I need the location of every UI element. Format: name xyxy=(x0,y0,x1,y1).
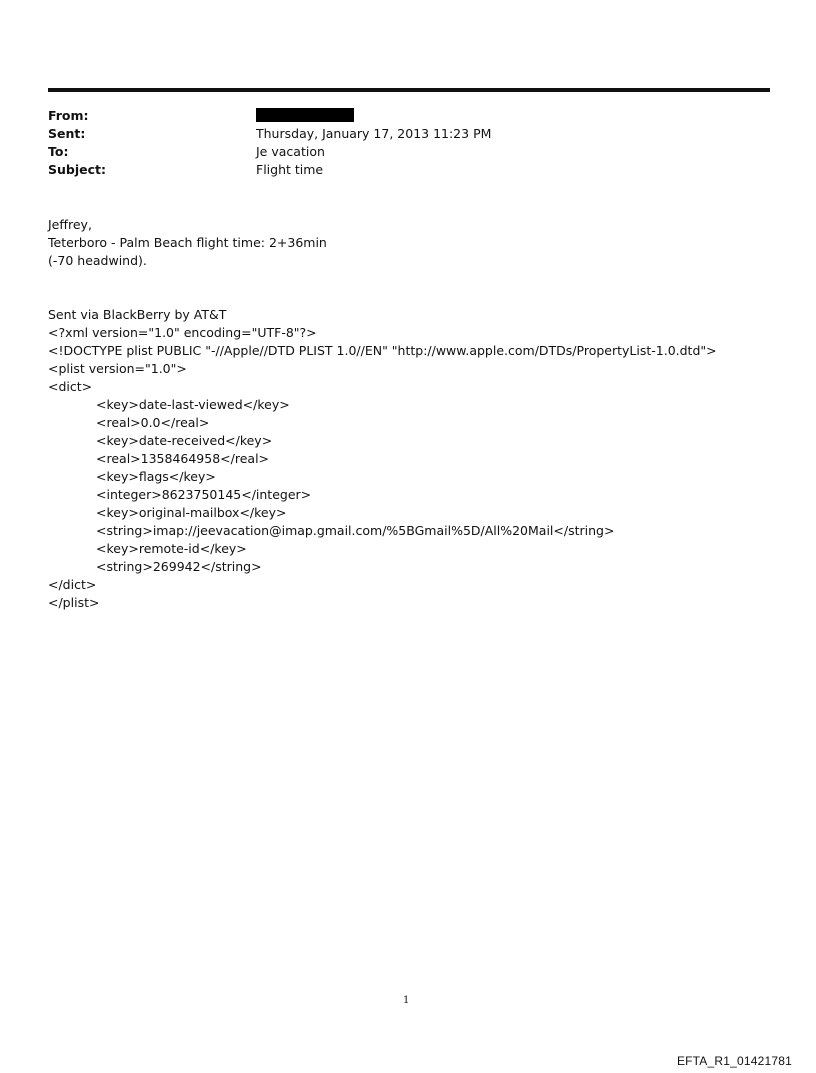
plist-close: </plist> xyxy=(48,595,100,610)
to-value: Je vacation xyxy=(256,144,325,159)
sent-label: Sent: xyxy=(48,126,86,141)
page-number: 1 xyxy=(403,995,410,1006)
xml-declaration: <?xml version="1.0" encoding="UTF-8"?> xyxy=(48,325,317,340)
plist-open: <plist version="1.0"> xyxy=(48,361,187,376)
from-label: From: xyxy=(48,108,89,123)
from-value-redacted xyxy=(256,107,354,125)
bates-number: EFTA_R1_01421781 xyxy=(676,1054,792,1068)
plist-entry: <real>0.0</real> xyxy=(96,415,210,430)
to-label: To: xyxy=(48,144,69,159)
dict-close: </dict> xyxy=(48,577,97,592)
doctype-line: <!DOCTYPE plist PUBLIC "-//Apple//DTD PLIST 1.0//EN" "http://www.apple.com/DTDs/PropertyList-1.0.dtd"> xyxy=(48,343,717,358)
dict-open: <dict> xyxy=(48,379,93,394)
plist-entry: <string>imap://jeevacation@imap.gmail.com/%5BGmail%5D/All%20Mail</string> xyxy=(96,523,615,538)
subject-value: Flight time xyxy=(256,162,324,177)
plist-entry: <key>original-mailbox</key> xyxy=(96,505,287,520)
plist-block xyxy=(48,306,717,612)
plist-entry: <key>flags</key> xyxy=(96,469,216,484)
body-line: Teterboro - Palm Beach flight time: 2+36min xyxy=(48,235,327,250)
redaction-box xyxy=(256,108,354,122)
signature-line: Sent via BlackBerry by AT&T xyxy=(48,307,227,322)
body-line: (-70 headwind). xyxy=(48,253,147,268)
plist-entry: <key>remote-id</key> xyxy=(96,541,247,556)
body-line: Jeffrey, xyxy=(48,217,92,232)
plist-entry: <key>date-last-viewed</key> xyxy=(96,397,290,412)
plist-entry: <string>269942</string> xyxy=(96,559,262,574)
subject-label: Subject: xyxy=(48,162,106,177)
sent-value: Thursday, January 17, 2013 11:23 PM xyxy=(256,126,492,141)
plist-entry: <integer>8623750145</integer> xyxy=(96,487,312,502)
plist-entry: <real>1358464958</real> xyxy=(96,451,270,466)
email-body xyxy=(48,216,327,270)
plist-entry: <key>date-received</key> xyxy=(96,433,273,448)
header-rule xyxy=(48,88,770,92)
